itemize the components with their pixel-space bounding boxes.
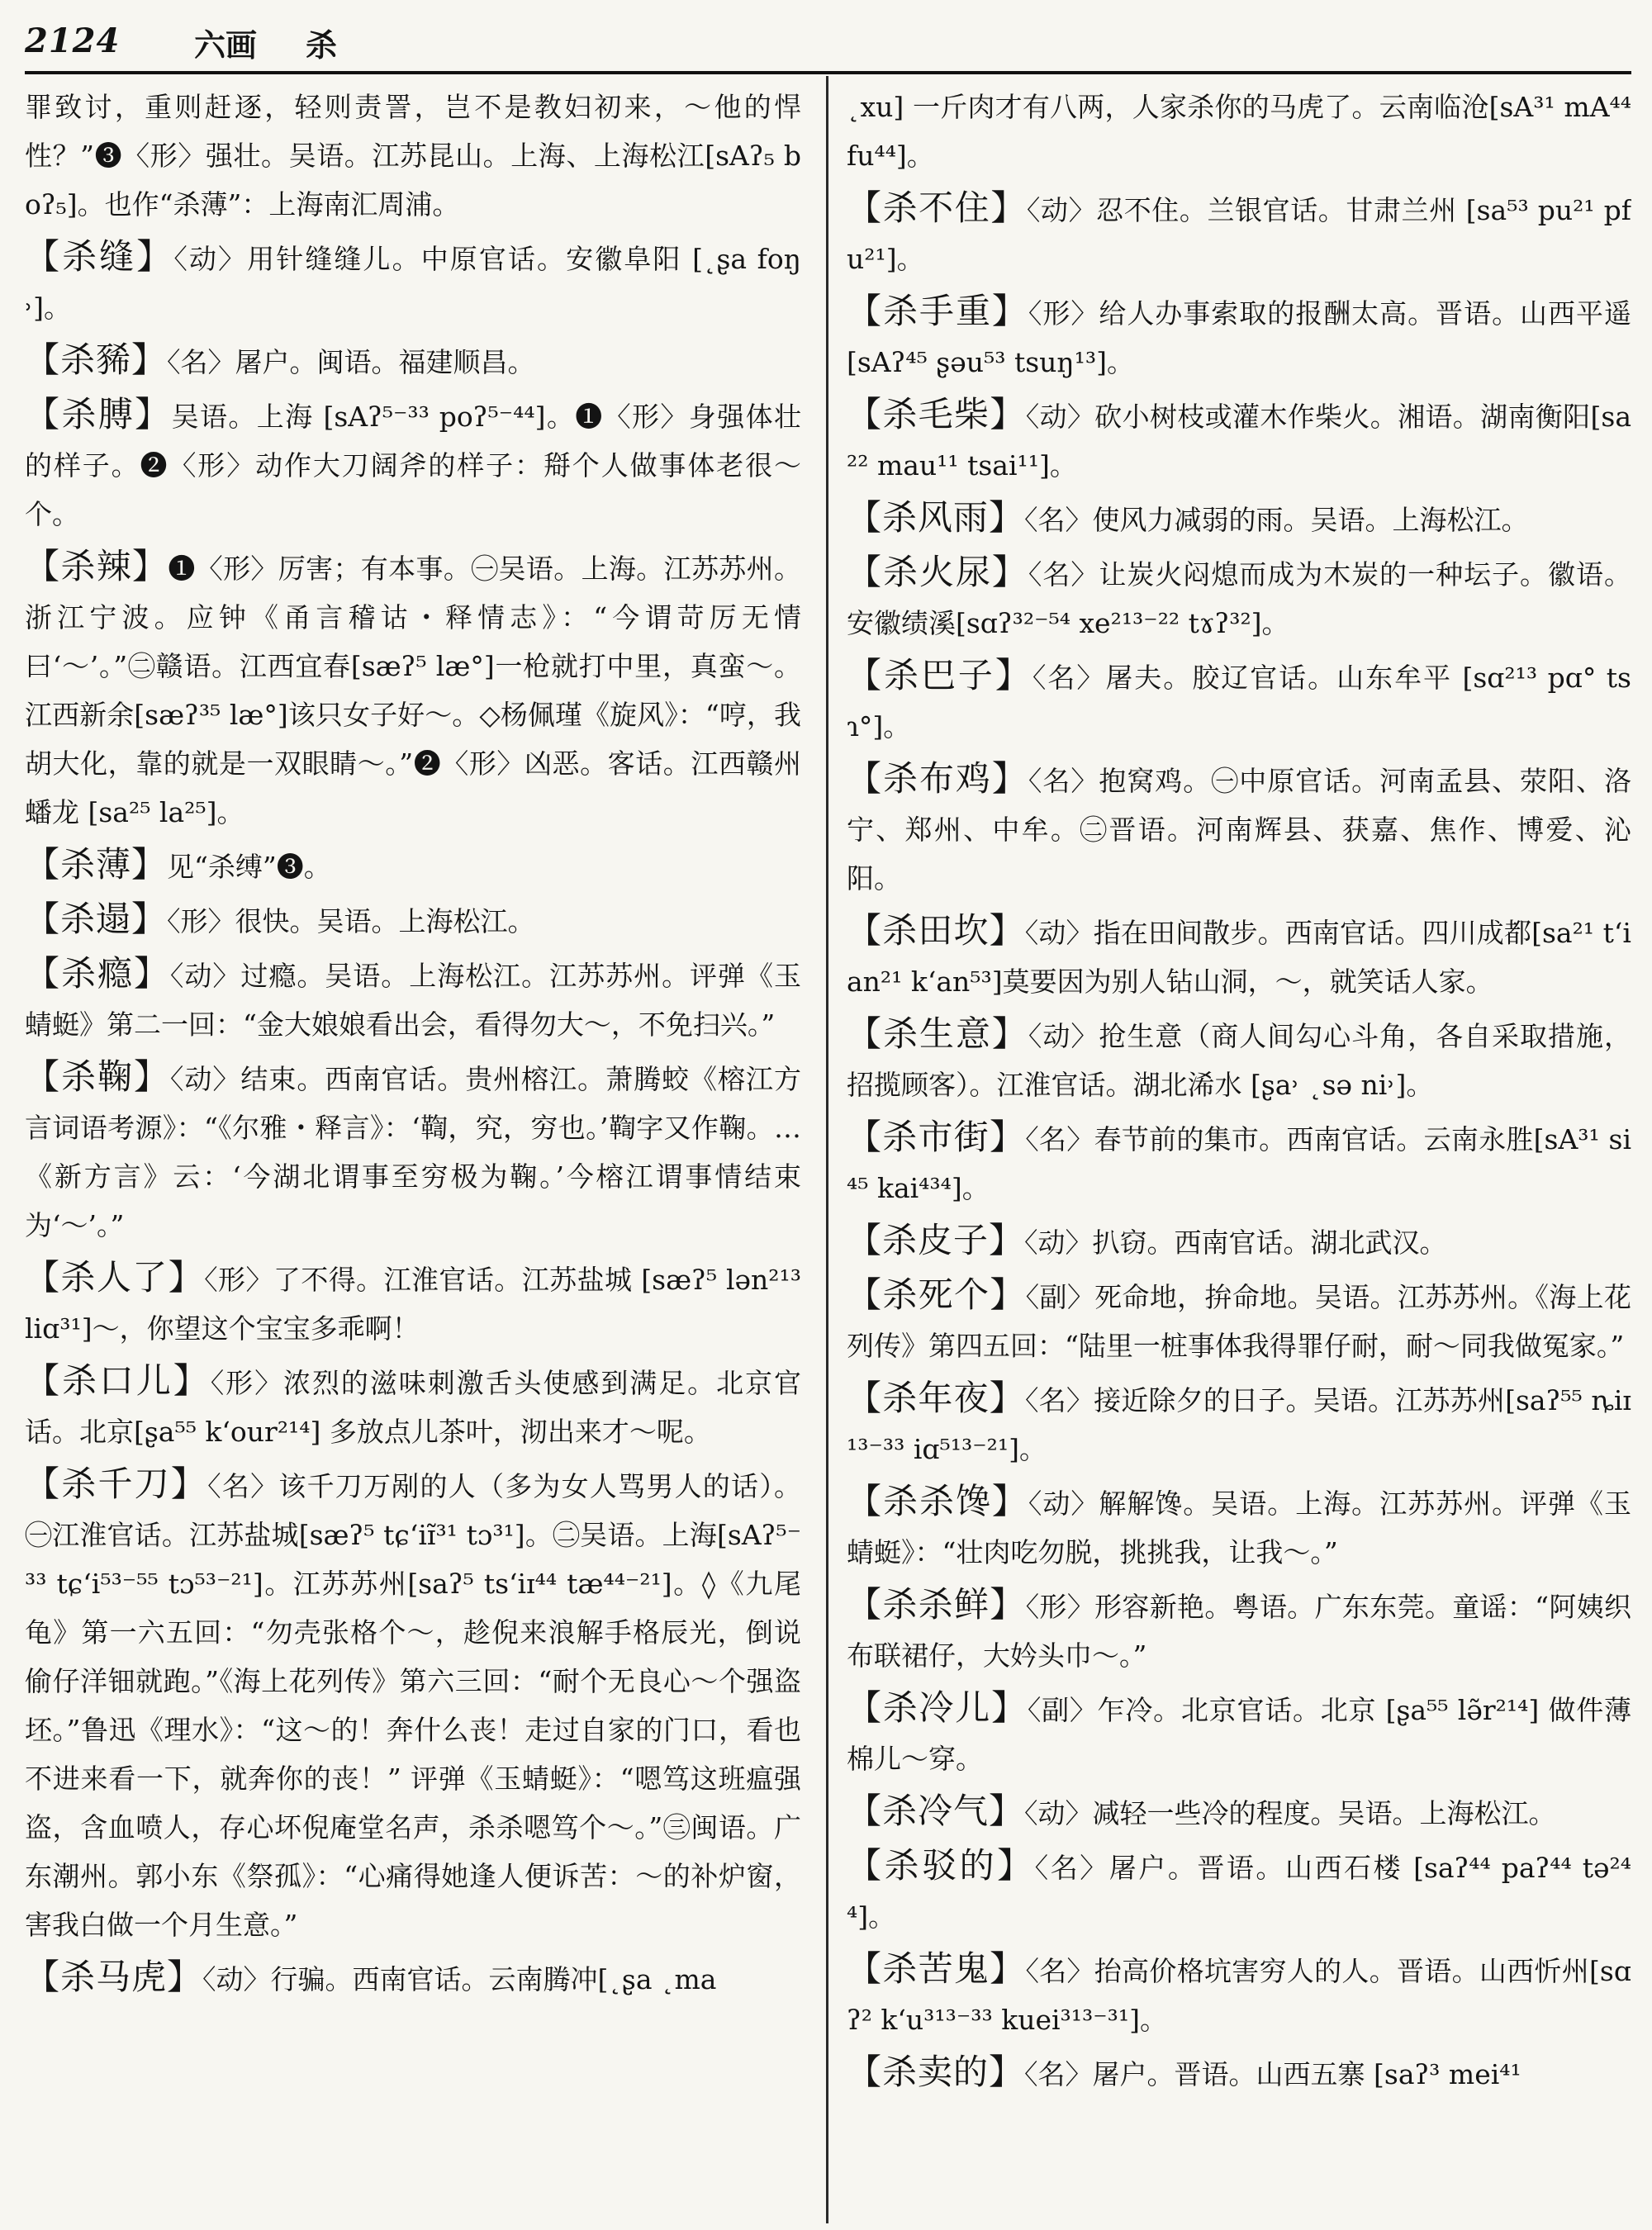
entry-headword: 【杀豨】 <box>25 339 168 380</box>
entry-definition: 〈动〉减轻一些冷的程度。吴语。上海松江。 <box>1024 1797 1556 1829</box>
continued-entry-text <box>847 83 1631 180</box>
entry-headword: 【杀冷气】 <box>847 1791 1025 1831</box>
continued-entry-text <box>25 83 801 229</box>
entry-headword: 【杀口儿】 <box>25 1360 211 1401</box>
entry-headword: 【杀手重】 <box>847 291 1028 331</box>
entry-definition: 〈动〉行骗。西南官话。云南腾冲[˛ʂa ˛ma <box>202 1963 717 1995</box>
entry-definition: ˛xu] 一斤肉才有八两，人家杀你的马虎了。云南临沧[sA³¹ mA⁴⁴ fu⁴⁴]。 <box>847 91 1631 172</box>
entry-headword: 【杀膊】 <box>25 394 172 434</box>
page-header <box>25 15 1631 74</box>
column-divider <box>826 76 828 2223</box>
entry-headword: 【杀人了】 <box>25 1257 205 1298</box>
dictionary-entry <box>847 1477 1631 1577</box>
dictionary-entry <box>847 1841 1631 1941</box>
entry-headword: 【杀田坎】 <box>847 910 1025 951</box>
dictionary-entry <box>25 1952 801 2004</box>
entry-definition: 〈形〉浓烈的滋味刺激舌头使感到满足。北京官话。北京[ʂa⁵⁵ k‘our²¹⁴] 多放点儿茶叶，沏出来才～呢。 <box>25 1367 801 1448</box>
entry-headword: 【杀缝】 <box>25 236 174 277</box>
entry-headword: 【杀马虎】 <box>25 1957 203 1997</box>
entry-headword: 【杀辣】 <box>25 546 169 586</box>
dictionary-entry <box>25 1253 801 1353</box>
entry-headword: 【杀鞠】 <box>25 1056 170 1097</box>
entry-definition: 〈名〉屠夫。胶辽官话。山东牟平 [sɑ²¹³ pɑ° tsɿ°]。 <box>847 662 1631 743</box>
dictionary-entry <box>847 1786 1631 1838</box>
dictionary-entry <box>847 1374 1631 1473</box>
entry-definition: 〈名〉使风力减弱的雨。吴语。上海松江。 <box>1024 504 1529 536</box>
dictionary-entry <box>25 894 801 946</box>
entry-definition: 〈动〉解解馋。吴语。上海。江苏苏州。评弹《玉蜻蜓》：“壮肉吃勿脱，挑挑我，让我～。” <box>847 1487 1631 1568</box>
entry-definition: 〈副〉乍冷。北京官话。北京 [ʂa⁵⁵ lə̃r²¹⁴] 做件薄棉儿～穿。 <box>847 1694 1631 1775</box>
entry-definition: 见“杀缚”❸。 <box>167 851 331 883</box>
dictionary-entry <box>847 1270 1631 1370</box>
dictionary-entry <box>847 1113 1631 1212</box>
dictionary-entry <box>847 1944 1631 2044</box>
entry-definition: 〈名〉屠户。晋语。山西五寨 [saʔ³ mei⁴¹ <box>1024 2058 1521 2090</box>
entry-definition: 〈名〉抱窝鸡。㊀中原官话。河南孟县、荥阳、洛宁、郑州、中牟。㊁晋语。河南辉县、获嘉、焦作、博爱、沁阳。 <box>847 765 1631 894</box>
entry-headword: 【杀火尿】 <box>847 552 1028 592</box>
entry-definition: 〈名〉春节前的集市。西南官话。云南永胜[sA³¹ si⁴⁵ kai⁴³⁴]。 <box>847 1123 1631 1204</box>
dictionary-entry <box>25 1052 801 1250</box>
entry-headword: 【杀薄】 <box>25 844 168 885</box>
dictionary-entry <box>847 754 1631 903</box>
stroke-count-label: 六画 <box>194 26 258 64</box>
entry-headword: 【杀驳的】 <box>847 1845 1035 1886</box>
entry-headword: 【杀皮子】 <box>847 1220 1025 1260</box>
entry-headword: 【杀死个】 <box>847 1274 1026 1315</box>
dictionary-entry <box>25 542 801 837</box>
entry-headword: 【杀不住】 <box>847 187 1027 228</box>
dictionary-entry <box>25 390 801 539</box>
dictionary-entry <box>847 183 1631 283</box>
entry-definition: 〈名〉该千刀万剐的人（多为女人骂男人的话）。㊀江淮官话。江苏盐城[sæʔ⁵ tɕ‘iɪ̃³¹ tɔ³¹]。㊁吴语。上海[sAʔ⁵⁻³³ tɕ‘i⁵³⁻⁵⁵ tɔ⁵³⁻²¹]。江苏苏州[saʔ⁵ ts‘iɪ⁴⁴ tæ⁴⁴⁻²¹]。◊《九尾龟》第一六五回：“勿壳张格个～，趁倪来浪解手格辰光，倒说偷仔洋钿就跑。”《海上花列传》第六三回：“耐个无良心～个强盗坯。”鲁迅《理水》：“这～的！奔什么丧！走过自家的门口，看也不进来看一下，就奔你的丧！” 评弹《玉蜻蜓》：“嗯笃这班瘟强盗，含血喷人，存心坏倪庵堂名声，杀杀嗯笃个～。”㊂闽语。广东潮州。郭小东《祭孤》：“心痛得她逢人便诉苦：～的补炉窗， 害我白做一个月生意。” <box>25 1470 801 1941</box>
dictionary-entry <box>847 287 1631 387</box>
entry-headword: 【杀风雨】 <box>847 497 1025 538</box>
dictionary-entry <box>25 335 801 387</box>
dictionary-entry <box>25 840 801 891</box>
entry-headword: 【杀年夜】 <box>847 1378 1025 1418</box>
entry-headword: 【杀市街】 <box>847 1117 1026 1157</box>
entry-definition: 〈名〉抬高价格坑害穷人的人。晋语。山西忻州[sɑʔ² k‘u³¹³⁻³³ kuei³¹³⁻³¹]。 <box>847 1955 1631 2036</box>
dictionary-entry <box>847 1683 1631 1783</box>
dictionary-entry <box>847 1216 1631 1267</box>
dictionary-entry <box>25 1459 801 1949</box>
entry-definition: 〈名〉屠户。闽语。福建顺昌。 <box>167 346 535 378</box>
entry-definition: 〈形〉了不得。江淮官话。江苏盐城 [sæʔ⁵ lən²¹³ liɑ³¹]～，你望这个宝宝多乖啊！ <box>25 1264 801 1345</box>
entry-headword: 【杀杀鲜】 <box>847 1584 1026 1625</box>
entry-headword: 【杀生意】 <box>847 1013 1028 1054</box>
entry-definition: 〈动〉砍小树枝或灌木作柴火。湘语。湖南衡阳[sa²² mau¹¹ tsai¹¹]。 <box>847 401 1631 482</box>
entry-definition: 〈副〉死命地，拚命地。吴语。江苏苏州。《海上花列传》第四五回：“陆里一桩事体我得罪仔耐，耐～同我做冤家。” <box>847 1281 1631 1362</box>
dictionary-entry <box>847 390 1631 490</box>
entry-definition: 〈动〉用针缝缝儿。中原官话。安徽阜阳 [˛ʂa foŋ˒]。 <box>25 243 801 324</box>
entry-definition: 〈动〉抢生意（商人间勾心斗角，各自采取措施，招揽顾客）。江淮官话。湖北浠水 [ʂa˒ ˛sə ni˒]。 <box>847 1020 1631 1101</box>
dictionary-entry <box>25 232 801 332</box>
entry-definition: 〈名〉接近除夕的日子。吴语。江苏苏州[saʔ⁵⁵ ȵiɪ¹³⁻³³ iɑ⁵¹³⁻²¹]。 <box>847 1384 1631 1465</box>
entry-headword: 【杀毛柴】 <box>847 394 1026 434</box>
entry-headword: 【杀冷儿】 <box>847 1687 1028 1728</box>
dictionary-entry <box>847 1580 1631 1680</box>
dictionary-entry <box>847 651 1631 751</box>
dictionary-entry <box>847 906 1631 1006</box>
entry-headword: 【杀布鸡】 <box>847 758 1028 799</box>
entry-definition: 〈动〉过瘾。吴语。上海松江。江苏苏州。评弹《玉蜻蜓》第二一回：“金大娘娘看出会，看得勿大～，不免扫兴。” <box>25 960 801 1041</box>
entry-headword: 【杀巴子】 <box>847 655 1032 695</box>
entry-headword: 【杀杀馋】 <box>847 1481 1028 1521</box>
right-column <box>847 83 1631 2218</box>
entry-definition: 〈形〉形容新艳。粤语。广东东莞。童谣：“阿姨织布联裙仔，大妗头巾～。” <box>847 1591 1631 1672</box>
entry-headword: 【杀卖的】 <box>847 2052 1025 2092</box>
left-column <box>25 83 801 2218</box>
head-character: 杀 <box>306 26 338 64</box>
dictionary-entry <box>847 493 1631 544</box>
entry-definition: 〈动〉忍不住。兰银官话。甘肃兰州 [sa⁵³ pu²¹ pfu²¹]。 <box>847 194 1631 275</box>
dictionary-entry <box>25 949 801 1049</box>
dictionary-entry <box>847 1009 1631 1109</box>
entry-definition: 〈名〉屠户。晋语。山西石楼 [saʔ⁴⁴ paʔ⁴⁴ tə²⁴⁴]。 <box>847 1852 1631 1933</box>
entry-headword: 【杀千刀】 <box>25 1464 208 1504</box>
entry-headword: 【杀瘾】 <box>25 953 170 994</box>
dictionary-entry <box>847 2047 1631 2099</box>
page-number: 2124 <box>25 21 121 60</box>
entry-definition: ❶〈形〉厉害；有本事。㊀吴语。上海。江苏苏州。浙江宁波。应钟《甬言稽诂・释情志》：“今谓苛厉无情曰‘～’。”㊁赣语。江西宜春[sæʔ⁵ læ°]一枪就打中里，真蛮～。江西新余[sæʔ³⁵ læ°]该只女子好～。◇杨佩瑾《旋风》：“哼，我胡大化，靠的就是一双眼睛～。”❷〈形〉凶恶。客话。江西赣州蟠龙 [sa²⁵ la²⁵]。 <box>25 553 801 828</box>
entry-definition: 〈形〉很快。吴语。上海松江。 <box>167 905 535 937</box>
entry-headword: 【杀苦鬼】 <box>847 1948 1026 1989</box>
dictionary-entry <box>847 548 1631 648</box>
entry-definition: 吴语。上海 [sAʔ⁵⁻³³ poʔ⁵⁻⁴⁴]。❶〈形〉身强体壮的样子。❷〈形〉动作大刀阔斧的样子：搿个人做事体老很～个。 <box>25 401 801 530</box>
dictionary-entry <box>25 1356 801 1456</box>
entry-definition: 〈动〉结束。西南官话。贵州榕江。萧腾蛟《榕江方言词语考源》：“《尔雅・释言》：‘鞫，究，穷也。’鞫字又作鞠。…《新方言》云：‘今湖北谓事至穷极为鞠。’今榕江谓事情结束为‘～’。” <box>25 1063 801 1241</box>
entry-definition: 〈形〉给人办事索取的报酬太高。晋语。山西平遥[sAʔ⁴⁵ ʂəu⁵³ tsuŋ¹³]。 <box>847 297 1631 378</box>
entry-definition: 〈动〉扒窃。西南官话。湖北武汉。 <box>1024 1226 1447 1259</box>
entry-definition: 罪致讨，重则赶逐，轻则责詈，岂不是教妇初来，～他的悍性？”❸〈形〉强壮。吴语。江苏昆山。上海、上海松江[sAʔ₅ boʔ₅]。也作“杀薄”：上海南汇周浦。 <box>25 91 801 221</box>
entry-definition: 〈名〉让炭火闷熄而成为木炭的一种坛子。徽语。安徽绩溪[sɑʔ³²⁻⁵⁴ xe²¹³⁻²² tɤʔ³²]。 <box>847 558 1631 639</box>
entry-definition: 〈动〉指在田间散步。西南官话。四川成都[sa²¹ t‘ian²¹ k‘an⁵³]莫要因为别人钻山洞，～，就笑话人家。 <box>847 917 1631 998</box>
entry-headword: 【杀遢】 <box>25 899 168 939</box>
